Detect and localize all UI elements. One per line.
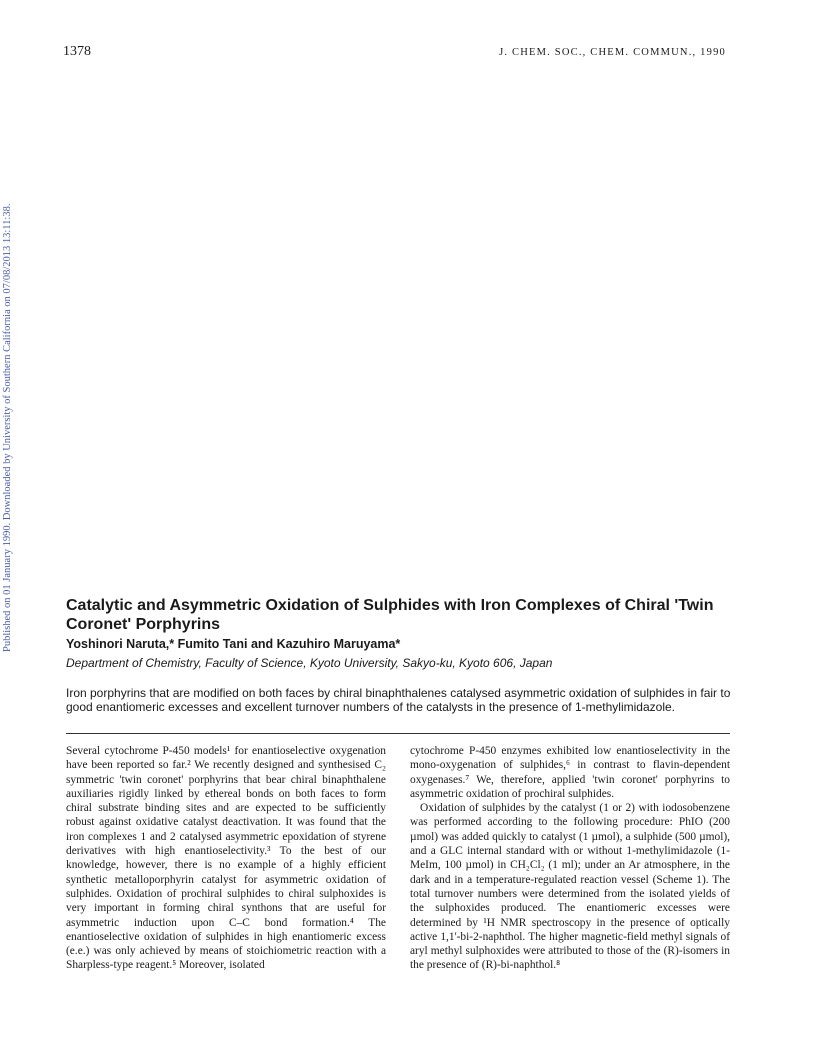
watermark-text: Published on 01 January 1990. Downloaded by University of Southern California on 07/08/2013 13:11:38. [2, 203, 13, 652]
article-affiliation: Department of Chemistry, Faculty of Science, Kyoto University, Sakyo-ku, Kyoto 606, Japan [66, 656, 553, 670]
download-watermark [0, 0, 18, 1056]
article-title: Catalytic and Asymmetric Oxidation of Sulphides with Iron Complexes of Chiral 'Twin Coronet' Porphyrins [66, 597, 714, 633]
article-authors: Yoshinori Naruta,* Fumito Tani and Kazuhiro Maruyama* [66, 637, 401, 651]
body-paragraph: Several cytochrome P-450 models¹ for enantioselective oxygenation have been reported so far.² We recently designed and synthesised C₂ symmetric 'twin coronet' porphyrins that bear chiral binaphthalene auxiliaries rigidly linked by ethereal bonds on both faces to form chiral substrate binding sites and are expected to be sufficiently robust against oxidative catalyst deactivation. It was found that the iron complexes 1 and 2 catalysed asymmetric epoxidation of styrene derivatives with high enantioselectivity.³ To the best of our knowledge, however, there is no example of a highly efficient synthetic metalloporphyrin catalyst for asymmetric oxidation of sulphides. Oxidation of prochiral sulphides to chiral sulphoxides is very important in forming chiral synthons that are useful for asymmetric induction upon C–C bond formation.⁴ The enantioselective oxidation of sulphides in high enantiomeric excess (e.e.) was only achieved by means of stoichiometric reaction with a Sharpless-type reagent.⁵ Moreover, isolated [66, 745, 386, 972]
body-paragraph: Oxidation of sulphides by the catalyst (1 or 2) with iodosobenzene was performed according to the following procedure: PhIO (200 µmol) was added quickly to catalyst (1 µmol), a sulphide (500 µmol), and a GLC internal standard with or without 1-methylimidazole (1-MeIm, 100 µmol) in CH₂Cl₂ (1 ml); under an Ar atmosphere, in the dark and in a temperature-regulated reaction vessel (Scheme 1). The total turnover numbers were determined from the isolated yields of the sulphoxides produced. The enantiomeric excesses were determined by ¹H NMR spectroscopy in the presence of optically active 1,1'-bi-2-naphthol. The higher magnetic-field methyl signals of aryl methyl sulphoxides were attributed to those of the (R)-isomers in the presence of (R)-bi-naphthol.⁸ [410, 802, 730, 972]
page-number: 1378 [63, 44, 91, 59]
running-header: J. CHEM. SOC., CHEM. COMMUN., 1990 [499, 47, 726, 58]
article-abstract: Iron porphyrins that are modified on both faces by chiral binaphthalenes catalysed asymmetric oxidation of sulphides in fair to good enantiomeric excesses and excellent turnover numbers of the catalysts in the presence of 1-methylimidazole. [66, 686, 731, 714]
abstract-divider [66, 733, 730, 734]
body-paragraph: cytochrome P-450 enzymes exhibited low enantioselectivity in the mono-oxygenation of sulphides,⁶ in contrast to flavin-dependent oxygenases.⁷ We, therefore, applied 'twin coronet' porphyrins to asymmetric oxidation of prochiral sulphides. [410, 745, 730, 800]
body-column-right [410, 744, 730, 973]
body-column-left [66, 744, 386, 973]
